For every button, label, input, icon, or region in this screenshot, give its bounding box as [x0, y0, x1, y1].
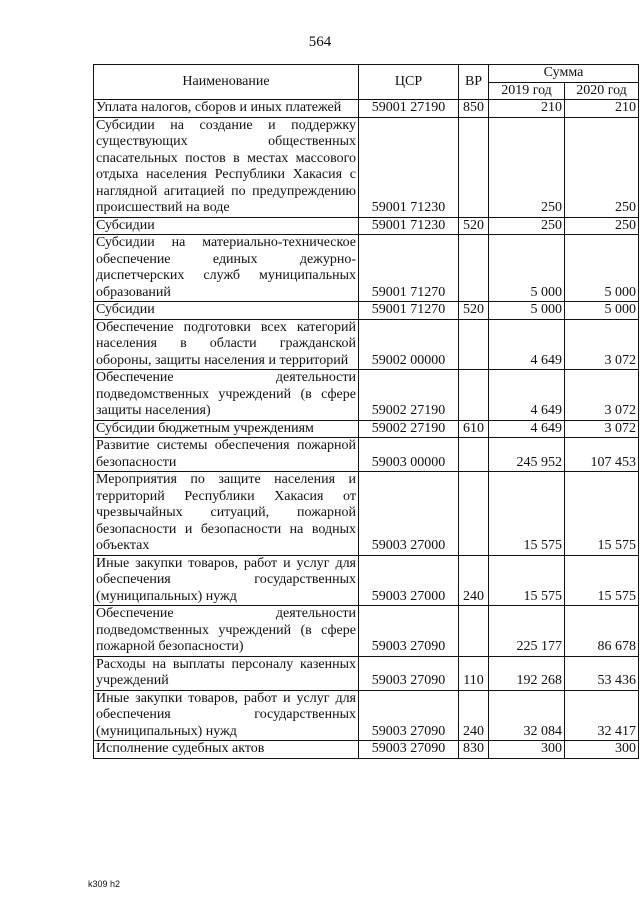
row-name: Обеспечение деятельности подведомственных учреждений (в сфере защиты населения)	[94, 370, 359, 421]
row-vr: 110	[459, 656, 489, 690]
row-amount-2019: 210	[489, 100, 565, 118]
row-vr	[459, 606, 489, 657]
table-row	[94, 438, 639, 472]
row-vr: 240	[459, 555, 489, 606]
table-row	[94, 235, 639, 302]
table-row	[94, 656, 639, 690]
row-vr: 240	[459, 690, 489, 741]
row-vr	[459, 117, 489, 217]
row-name: Развитие системы обеспечения пожарной безопасности	[94, 438, 359, 472]
row-amount-2020: 3 072	[565, 420, 639, 438]
row-vr	[459, 319, 489, 370]
row-name: Исполнение судебных актов	[94, 741, 359, 759]
row-amount-2020: 3 072	[565, 319, 639, 370]
row-csr: 59003 00000	[359, 438, 459, 472]
row-name: Субсидии на материально-техническое обеспечение единых дежурно-диспетчерских служб муниципальных образований	[94, 235, 359, 302]
row-amount-2019: 5 000	[489, 302, 565, 320]
row-csr: 59001 71230	[359, 117, 459, 217]
table-row	[94, 217, 639, 235]
row-amount-2020: 15 575	[565, 555, 639, 606]
row-name: Субсидии на создание и поддержку существующих общественных спасательных постов в местах массового отдыха населения Республики Хакасия с наглядной агитацией по предупреждению происшествий на воде	[94, 117, 359, 217]
header-year-2019: 2019 год	[489, 82, 565, 100]
table-header	[94, 65, 639, 100]
table-row	[94, 741, 639, 759]
row-amount-2019: 300	[489, 741, 565, 759]
table-body	[94, 100, 639, 759]
header-year-2020: 2020 год	[565, 82, 639, 100]
row-vr: 610	[459, 420, 489, 438]
row-csr: 59001 27190	[359, 100, 459, 118]
row-amount-2020: 32 417	[565, 690, 639, 741]
row-amount-2019: 250	[489, 217, 565, 235]
row-amount-2019: 225 177	[489, 606, 565, 657]
row-csr: 59002 27190	[359, 370, 459, 421]
row-amount-2019: 15 575	[489, 555, 565, 606]
row-name: Уплата налогов, сборов и иных платежей	[94, 100, 359, 118]
footer-code: k309 h2	[88, 879, 121, 889]
row-vr	[459, 438, 489, 472]
header-vr: ВР	[459, 65, 489, 100]
row-amount-2020: 250	[565, 117, 639, 217]
row-amount-2020: 5 000	[565, 235, 639, 302]
row-vr	[459, 370, 489, 421]
row-vr: 850	[459, 100, 489, 118]
row-name: Расходы на выплаты персоналу казенных учреждений	[94, 656, 359, 690]
row-csr: 59001 71270	[359, 235, 459, 302]
row-amount-2019: 192 268	[489, 656, 565, 690]
row-name: Субсидии	[94, 302, 359, 320]
row-csr: 59002 27190	[359, 420, 459, 438]
table-row	[94, 370, 639, 421]
table-row	[94, 606, 639, 657]
row-name: Иные закупки товаров, работ и услуг для обеспечения государственных (муниципальных) нужд	[94, 690, 359, 741]
table-row	[94, 690, 639, 741]
row-csr: 59001 71270	[359, 302, 459, 320]
row-amount-2019: 4 649	[489, 420, 565, 438]
table-row	[94, 472, 639, 556]
row-amount-2019: 5 000	[489, 235, 565, 302]
row-csr: 59003 27090	[359, 656, 459, 690]
row-vr: 520	[459, 302, 489, 320]
row-amount-2019: 32 084	[489, 690, 565, 741]
row-vr	[459, 235, 489, 302]
table-row	[94, 319, 639, 370]
table-row	[94, 302, 639, 320]
row-amount-2020: 300	[565, 741, 639, 759]
row-amount-2020: 86 678	[565, 606, 639, 657]
row-amount-2020: 53 436	[565, 656, 639, 690]
table-row	[94, 100, 639, 118]
row-amount-2020: 250	[565, 217, 639, 235]
row-csr: 59003 27090	[359, 606, 459, 657]
row-name: Обеспечение подготовки всех категорий населения в области гражданской обороны, защиты населения и территорий	[94, 319, 359, 370]
row-amount-2020: 210	[565, 100, 639, 118]
row-csr: 59003 27090	[359, 690, 459, 741]
row-vr: 830	[459, 741, 489, 759]
row-vr: 520	[459, 217, 489, 235]
budget-table	[93, 64, 639, 759]
row-amount-2020: 15 575	[565, 472, 639, 556]
row-csr: 59003 27090	[359, 741, 459, 759]
row-name: Обеспечение деятельности подведомственных учреждений (в сфере пожарной безопасности)	[94, 606, 359, 657]
row-vr	[459, 472, 489, 556]
row-name: Мероприятия по защите населения и территорий Республики Хакасия от чрезвычайных ситуаций, пожарной безопасности и безопасности на водных объектах	[94, 472, 359, 556]
header-name: Наименование	[94, 65, 359, 100]
row-name: Субсидии бюджетным учреждениям	[94, 420, 359, 438]
row-csr: 59001 71230	[359, 217, 459, 235]
row-name: Субсидии	[94, 217, 359, 235]
row-amount-2020: 5 000	[565, 302, 639, 320]
table-row	[94, 555, 639, 606]
row-csr: 59002 00000	[359, 319, 459, 370]
row-csr: 59003 27000	[359, 472, 459, 556]
row-amount-2019: 4 649	[489, 370, 565, 421]
row-amount-2020: 3 072	[565, 370, 639, 421]
table-row	[94, 117, 639, 217]
header-sum: Сумма	[489, 65, 639, 83]
row-name: Иные закупки товаров, работ и услуг для обеспечения государственных (муниципальных) нужд	[94, 555, 359, 606]
table-row	[94, 420, 639, 438]
row-amount-2019: 4 649	[489, 319, 565, 370]
row-amount-2019: 250	[489, 117, 565, 217]
row-amount-2019: 245 952	[489, 438, 565, 472]
page-number: 564	[308, 34, 332, 50]
row-amount-2019: 15 575	[489, 472, 565, 556]
header-csr: ЦСР	[359, 65, 459, 100]
row-amount-2020: 107 453	[565, 438, 639, 472]
row-csr: 59003 27000	[359, 555, 459, 606]
